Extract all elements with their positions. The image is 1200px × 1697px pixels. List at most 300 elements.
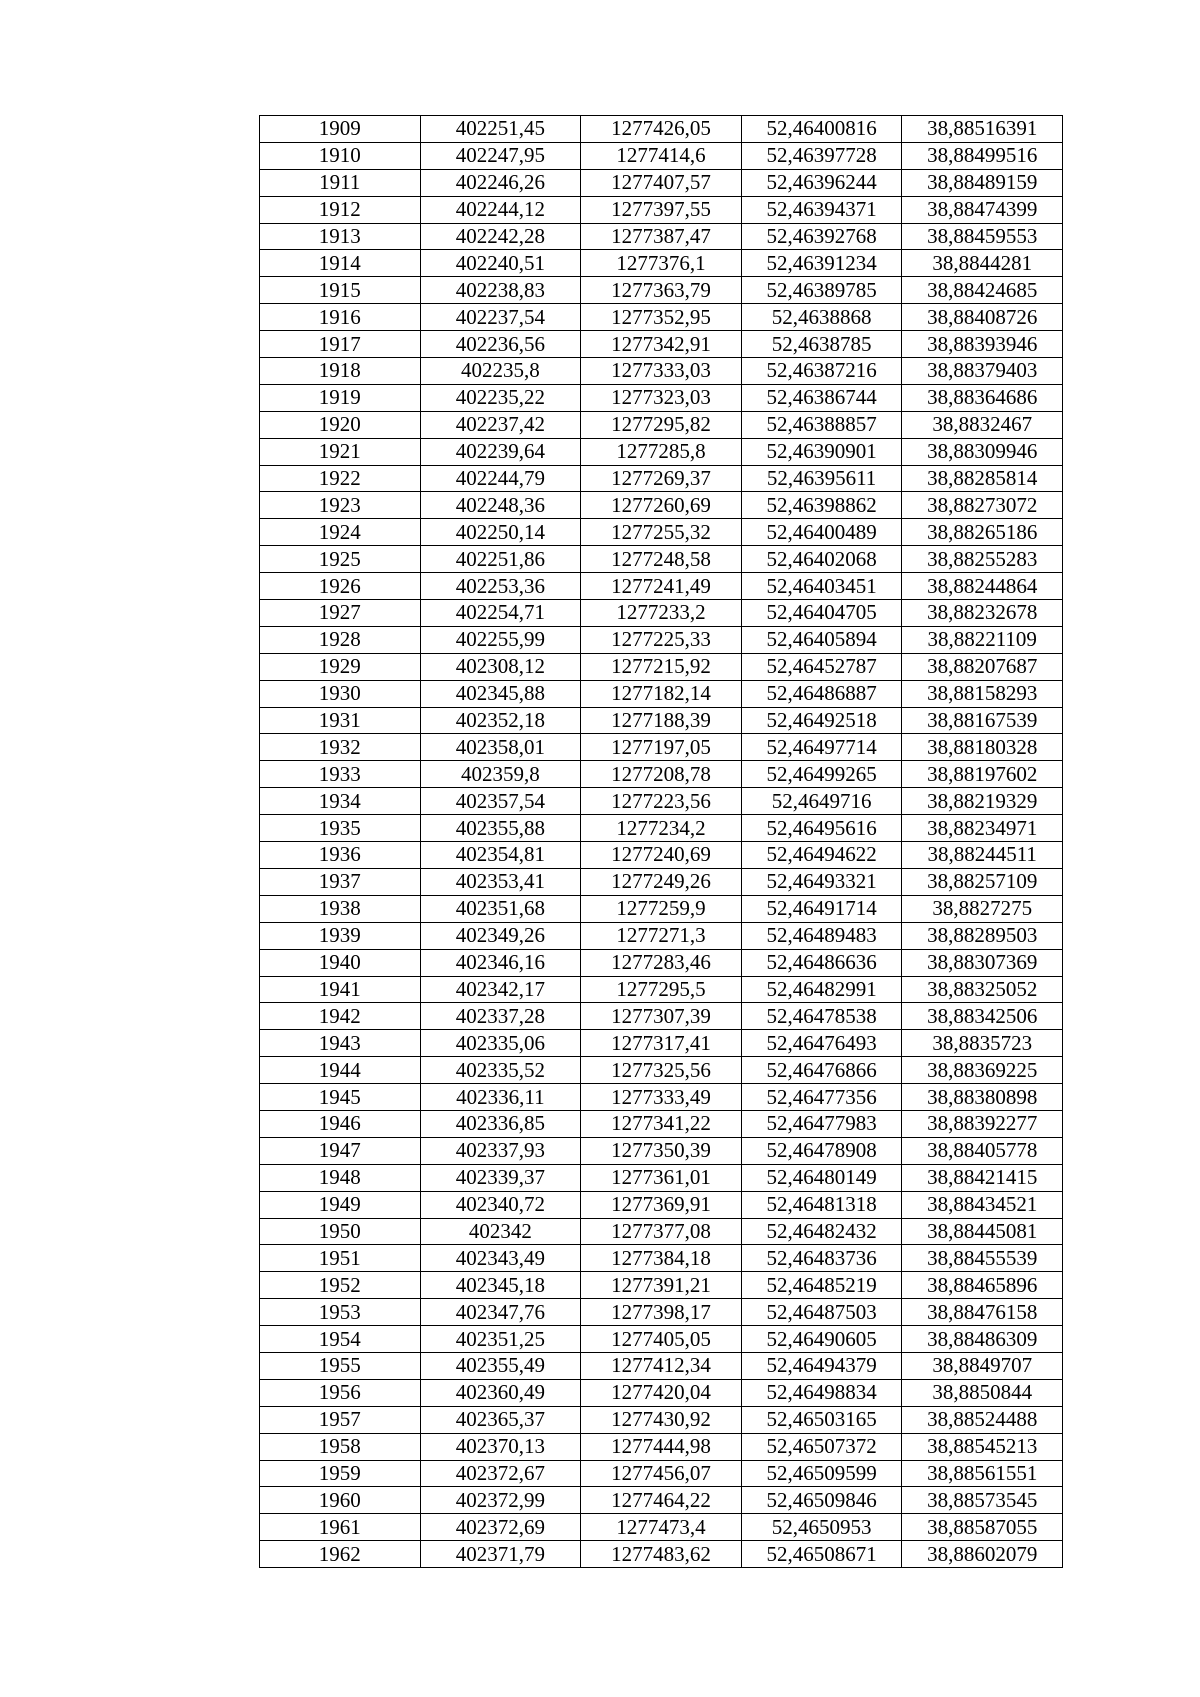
longitude-cell: 38,88393946 [902,331,1063,358]
table-row [260,815,1063,842]
longitude-cell: 38,88516391 [902,116,1063,143]
y-coordinate-cell: 1277363,79 [581,277,742,304]
table-row [260,1272,1063,1299]
table-row [260,196,1063,223]
latitude-cell: 52,46485219 [741,1272,902,1299]
table-row [260,304,1063,331]
latitude-cell: 52,46390901 [741,438,902,465]
table-row [260,788,1063,815]
y-coordinate-cell: 1277223,56 [581,788,742,815]
point-number-cell: 1937 [260,868,421,895]
x-coordinate-cell: 402353,41 [420,868,581,895]
longitude-cell: 38,88325052 [902,976,1063,1003]
latitude-cell: 52,46400489 [741,519,902,546]
longitude-cell: 38,88379403 [902,358,1063,385]
table-row [260,976,1063,1003]
table-row [260,1110,1063,1137]
y-coordinate-cell: 1277405,05 [581,1326,742,1353]
table-row [260,1541,1063,1568]
latitude-cell: 52,46394371 [741,196,902,223]
table-row [260,438,1063,465]
point-number-cell: 1962 [260,1541,421,1568]
y-coordinate-cell: 1277412,34 [581,1352,742,1379]
y-coordinate-cell: 1277233,2 [581,600,742,627]
table-row [260,492,1063,519]
latitude-cell: 52,46386744 [741,384,902,411]
x-coordinate-cell: 402357,54 [420,788,581,815]
latitude-cell: 52,46396244 [741,169,902,196]
point-number-cell: 1932 [260,734,421,761]
latitude-cell: 52,46499265 [741,761,902,788]
point-number-cell: 1933 [260,761,421,788]
latitude-cell: 52,46404705 [741,600,902,627]
latitude-cell: 52,46487503 [741,1299,902,1326]
y-coordinate-cell: 1277398,17 [581,1299,742,1326]
longitude-cell: 38,88587055 [902,1514,1063,1541]
latitude-cell: 52,46388857 [741,411,902,438]
latitude-cell: 52,46482432 [741,1218,902,1245]
latitude-cell: 52,46403451 [741,573,902,600]
latitude-cell: 52,46398862 [741,492,902,519]
point-number-cell: 1915 [260,277,421,304]
longitude-cell: 38,88573545 [902,1487,1063,1514]
y-coordinate-cell: 1277377,08 [581,1218,742,1245]
latitude-cell: 52,46494622 [741,842,902,869]
table-row [260,1352,1063,1379]
longitude-cell: 38,88489159 [902,169,1063,196]
latitude-cell: 52,46507372 [741,1433,902,1460]
longitude-cell: 38,88434521 [902,1191,1063,1218]
table-row [260,1379,1063,1406]
table-row [260,707,1063,734]
table-row [260,734,1063,761]
latitude-cell: 52,46476493 [741,1030,902,1057]
y-coordinate-cell: 1277473,4 [581,1514,742,1541]
point-number-cell: 1922 [260,465,421,492]
y-coordinate-cell: 1277483,62 [581,1541,742,1568]
x-coordinate-cell: 402335,06 [420,1030,581,1057]
y-coordinate-cell: 1277325,56 [581,1057,742,1084]
x-coordinate-cell: 402355,88 [420,815,581,842]
point-number-cell: 1939 [260,922,421,949]
y-coordinate-cell: 1277307,39 [581,1003,742,1030]
y-coordinate-cell: 1277323,03 [581,384,742,411]
latitude-cell: 52,46486887 [741,680,902,707]
latitude-cell: 52,46395611 [741,465,902,492]
latitude-cell: 52,46387216 [741,358,902,385]
latitude-cell: 52,46495616 [741,815,902,842]
y-coordinate-cell: 1277241,49 [581,573,742,600]
longitude-cell: 38,88180328 [902,734,1063,761]
latitude-cell: 52,46503165 [741,1406,902,1433]
longitude-cell: 38,88158293 [902,680,1063,707]
longitude-cell: 38,88364686 [902,384,1063,411]
table-row [260,411,1063,438]
y-coordinate-cell: 1277271,3 [581,922,742,949]
y-coordinate-cell: 1277397,55 [581,196,742,223]
point-number-cell: 1959 [260,1460,421,1487]
point-number-cell: 1946 [260,1110,421,1137]
longitude-cell: 38,88459553 [902,223,1063,250]
y-coordinate-cell: 1277295,82 [581,411,742,438]
point-number-cell: 1961 [260,1514,421,1541]
x-coordinate-cell: 402335,52 [420,1057,581,1084]
y-coordinate-cell: 1277285,8 [581,438,742,465]
latitude-cell: 52,46482991 [741,976,902,1003]
coordinates-table-body [260,116,1063,1568]
point-number-cell: 1958 [260,1433,421,1460]
table-row [260,519,1063,546]
point-number-cell: 1910 [260,142,421,169]
table-row [260,1057,1063,1084]
x-coordinate-cell: 402336,85 [420,1110,581,1137]
point-number-cell: 1925 [260,546,421,573]
x-coordinate-cell: 402340,72 [420,1191,581,1218]
latitude-cell: 52,46400816 [741,116,902,143]
latitude-cell: 52,46477356 [741,1084,902,1111]
longitude-cell: 38,88234971 [902,815,1063,842]
point-number-cell: 1948 [260,1164,421,1191]
latitude-cell: 52,46389785 [741,277,902,304]
y-coordinate-cell: 1277182,14 [581,680,742,707]
latitude-cell: 52,46493321 [741,868,902,895]
point-number-cell: 1929 [260,653,421,680]
table-row [260,1084,1063,1111]
latitude-cell: 52,46509846 [741,1487,902,1514]
point-number-cell: 1931 [260,707,421,734]
longitude-cell: 38,8832467 [902,411,1063,438]
point-number-cell: 1945 [260,1084,421,1111]
latitude-cell: 52,46508671 [741,1541,902,1568]
y-coordinate-cell: 1277350,39 [581,1137,742,1164]
y-coordinate-cell: 1277341,22 [581,1110,742,1137]
latitude-cell: 52,46478538 [741,1003,902,1030]
y-coordinate-cell: 1277208,78 [581,761,742,788]
longitude-cell: 38,8835723 [902,1030,1063,1057]
table-row [260,680,1063,707]
x-coordinate-cell: 402352,18 [420,707,581,734]
longitude-cell: 38,88545213 [902,1433,1063,1460]
point-number-cell: 1919 [260,384,421,411]
longitude-cell: 38,88273072 [902,492,1063,519]
longitude-cell: 38,88499516 [902,142,1063,169]
x-coordinate-cell: 402358,01 [420,734,581,761]
y-coordinate-cell: 1277249,26 [581,868,742,895]
x-coordinate-cell: 402247,95 [420,142,581,169]
longitude-cell: 38,88221109 [902,626,1063,653]
table-row [260,277,1063,304]
point-number-cell: 1935 [260,815,421,842]
table-row [260,761,1063,788]
table-row [260,384,1063,411]
x-coordinate-cell: 402351,25 [420,1326,581,1353]
longitude-cell: 38,88445081 [902,1218,1063,1245]
longitude-cell: 38,88369225 [902,1057,1063,1084]
table-row [260,949,1063,976]
latitude-cell: 52,46392768 [741,223,902,250]
y-coordinate-cell: 1277414,6 [581,142,742,169]
table-row [260,116,1063,143]
table-row [260,868,1063,895]
y-coordinate-cell: 1277333,03 [581,358,742,385]
table-row [260,1406,1063,1433]
point-number-cell: 1917 [260,331,421,358]
table-row [260,842,1063,869]
point-number-cell: 1924 [260,519,421,546]
table-row [260,1191,1063,1218]
table-row [260,169,1063,196]
x-coordinate-cell: 402354,81 [420,842,581,869]
longitude-cell: 38,88167539 [902,707,1063,734]
table-row [260,358,1063,385]
longitude-cell: 38,88465896 [902,1272,1063,1299]
longitude-cell: 38,88474399 [902,196,1063,223]
y-coordinate-cell: 1277259,9 [581,895,742,922]
longitude-cell: 38,88244511 [902,842,1063,869]
latitude-cell: 52,4638868 [741,304,902,331]
y-coordinate-cell: 1277215,92 [581,653,742,680]
point-number-cell: 1934 [260,788,421,815]
table-row [260,1433,1063,1460]
x-coordinate-cell: 402347,76 [420,1299,581,1326]
point-number-cell: 1947 [260,1137,421,1164]
x-coordinate-cell: 402236,56 [420,331,581,358]
y-coordinate-cell: 1277464,22 [581,1487,742,1514]
point-number-cell: 1928 [260,626,421,653]
y-coordinate-cell: 1277387,47 [581,223,742,250]
latitude-cell: 52,46452787 [741,653,902,680]
y-coordinate-cell: 1277283,46 [581,949,742,976]
latitude-cell: 52,46402068 [741,546,902,573]
table-row [260,331,1063,358]
x-coordinate-cell: 402343,49 [420,1245,581,1272]
y-coordinate-cell: 1277260,69 [581,492,742,519]
point-number-cell: 1909 [260,116,421,143]
latitude-cell: 52,46477983 [741,1110,902,1137]
latitude-cell: 52,46405894 [741,626,902,653]
x-coordinate-cell: 402360,49 [420,1379,581,1406]
x-coordinate-cell: 402248,36 [420,492,581,519]
x-coordinate-cell: 402372,69 [420,1514,581,1541]
y-coordinate-cell: 1277420,04 [581,1379,742,1406]
x-coordinate-cell: 402251,45 [420,116,581,143]
longitude-cell: 38,88342506 [902,1003,1063,1030]
x-coordinate-cell: 402342,17 [420,976,581,1003]
longitude-cell: 38,88244864 [902,573,1063,600]
table-row [260,465,1063,492]
longitude-cell: 38,88307369 [902,949,1063,976]
table-row [260,1003,1063,1030]
longitude-cell: 38,88476158 [902,1299,1063,1326]
latitude-cell: 52,46476866 [741,1057,902,1084]
point-number-cell: 1954 [260,1326,421,1353]
x-coordinate-cell: 402235,8 [420,358,581,385]
y-coordinate-cell: 1277248,58 [581,546,742,573]
table-row [260,223,1063,250]
x-coordinate-cell: 402253,36 [420,573,581,600]
x-coordinate-cell: 402308,12 [420,653,581,680]
y-coordinate-cell: 1277361,01 [581,1164,742,1191]
point-number-cell: 1911 [260,169,421,196]
point-number-cell: 1951 [260,1245,421,1272]
x-coordinate-cell: 402238,83 [420,277,581,304]
x-coordinate-cell: 402342 [420,1218,581,1245]
latitude-cell: 52,46480149 [741,1164,902,1191]
latitude-cell: 52,4649716 [741,788,902,815]
table-row [260,626,1063,653]
latitude-cell: 52,4638785 [741,331,902,358]
longitude-cell: 38,88255283 [902,546,1063,573]
latitude-cell: 52,46397728 [741,142,902,169]
point-number-cell: 1927 [260,600,421,627]
y-coordinate-cell: 1277384,18 [581,1245,742,1272]
y-coordinate-cell: 1277234,2 [581,815,742,842]
x-coordinate-cell: 402235,22 [420,384,581,411]
point-number-cell: 1953 [260,1299,421,1326]
table-row [260,1030,1063,1057]
point-number-cell: 1955 [260,1352,421,1379]
point-number-cell: 1942 [260,1003,421,1030]
point-number-cell: 1936 [260,842,421,869]
latitude-cell: 52,46497714 [741,734,902,761]
point-number-cell: 1960 [260,1487,421,1514]
table-row [260,1460,1063,1487]
coordinates-table [259,115,1063,1568]
x-coordinate-cell: 402337,28 [420,1003,581,1030]
table-row [260,895,1063,922]
x-coordinate-cell: 402237,42 [420,411,581,438]
longitude-cell: 38,88421415 [902,1164,1063,1191]
x-coordinate-cell: 402346,16 [420,949,581,976]
latitude-cell: 52,46492518 [741,707,902,734]
y-coordinate-cell: 1277225,33 [581,626,742,653]
latitude-cell: 52,4650953 [741,1514,902,1541]
x-coordinate-cell: 402365,37 [420,1406,581,1433]
y-coordinate-cell: 1277333,49 [581,1084,742,1111]
y-coordinate-cell: 1277391,21 [581,1272,742,1299]
y-coordinate-cell: 1277430,92 [581,1406,742,1433]
longitude-cell: 38,88602079 [902,1541,1063,1568]
point-number-cell: 1943 [260,1030,421,1057]
longitude-cell: 38,8844281 [902,250,1063,277]
point-number-cell: 1956 [260,1379,421,1406]
longitude-cell: 38,8849707 [902,1352,1063,1379]
y-coordinate-cell: 1277197,05 [581,734,742,761]
x-coordinate-cell: 402237,54 [420,304,581,331]
longitude-cell: 38,8850844 [902,1379,1063,1406]
point-number-cell: 1930 [260,680,421,707]
point-number-cell: 1913 [260,223,421,250]
point-number-cell: 1914 [260,250,421,277]
point-number-cell: 1944 [260,1057,421,1084]
point-number-cell: 1940 [260,949,421,976]
y-coordinate-cell: 1277240,69 [581,842,742,869]
table-row [260,1487,1063,1514]
table-row [260,1218,1063,1245]
point-number-cell: 1952 [260,1272,421,1299]
x-coordinate-cell: 402351,68 [420,895,581,922]
table-row [260,1137,1063,1164]
latitude-cell: 52,46489483 [741,922,902,949]
point-number-cell: 1918 [260,358,421,385]
latitude-cell: 52,46491714 [741,895,902,922]
x-coordinate-cell: 402337,93 [420,1137,581,1164]
y-coordinate-cell: 1277352,95 [581,304,742,331]
longitude-cell: 38,88207687 [902,653,1063,680]
x-coordinate-cell: 402355,49 [420,1352,581,1379]
x-coordinate-cell: 402345,18 [420,1272,581,1299]
x-coordinate-cell: 402255,99 [420,626,581,653]
table-row [260,142,1063,169]
point-number-cell: 1926 [260,573,421,600]
longitude-cell: 38,88219329 [902,788,1063,815]
y-coordinate-cell: 1277269,37 [581,465,742,492]
point-number-cell: 1941 [260,976,421,1003]
latitude-cell: 52,46481318 [741,1191,902,1218]
longitude-cell: 38,88408726 [902,304,1063,331]
x-coordinate-cell: 402336,11 [420,1084,581,1111]
x-coordinate-cell: 402240,51 [420,250,581,277]
x-coordinate-cell: 402244,12 [420,196,581,223]
x-coordinate-cell: 402371,79 [420,1541,581,1568]
y-coordinate-cell: 1277407,57 [581,169,742,196]
longitude-cell: 38,88405778 [902,1137,1063,1164]
point-number-cell: 1920 [260,411,421,438]
x-coordinate-cell: 402339,37 [420,1164,581,1191]
point-number-cell: 1938 [260,895,421,922]
latitude-cell: 52,46391234 [741,250,902,277]
latitude-cell: 52,46494379 [741,1352,902,1379]
longitude-cell: 38,88424685 [902,277,1063,304]
longitude-cell: 38,88380898 [902,1084,1063,1111]
table-row [260,1164,1063,1191]
longitude-cell: 38,88392277 [902,1110,1063,1137]
table-row [260,250,1063,277]
y-coordinate-cell: 1277342,91 [581,331,742,358]
latitude-cell: 52,46509599 [741,1460,902,1487]
x-coordinate-cell: 402349,26 [420,922,581,949]
y-coordinate-cell: 1277255,32 [581,519,742,546]
point-number-cell: 1916 [260,304,421,331]
x-coordinate-cell: 402251,86 [420,546,581,573]
x-coordinate-cell: 402239,64 [420,438,581,465]
y-coordinate-cell: 1277317,41 [581,1030,742,1057]
y-coordinate-cell: 1277188,39 [581,707,742,734]
point-number-cell: 1912 [260,196,421,223]
table-row [260,653,1063,680]
longitude-cell: 38,88257109 [902,868,1063,895]
latitude-cell: 52,46486636 [741,949,902,976]
longitude-cell: 38,88289503 [902,922,1063,949]
longitude-cell: 38,88197602 [902,761,1063,788]
longitude-cell: 38,88285814 [902,465,1063,492]
table-row [260,546,1063,573]
table-row [260,1245,1063,1272]
longitude-cell: 38,88561551 [902,1460,1063,1487]
y-coordinate-cell: 1277456,07 [581,1460,742,1487]
longitude-cell: 38,88455539 [902,1245,1063,1272]
longitude-cell: 38,88524488 [902,1406,1063,1433]
longitude-cell: 38,88309946 [902,438,1063,465]
x-coordinate-cell: 402242,28 [420,223,581,250]
x-coordinate-cell: 402345,88 [420,680,581,707]
longitude-cell: 38,88486309 [902,1326,1063,1353]
longitude-cell: 38,8827275 [902,895,1063,922]
table-row [260,922,1063,949]
point-number-cell: 1950 [260,1218,421,1245]
point-number-cell: 1949 [260,1191,421,1218]
x-coordinate-cell: 402370,13 [420,1433,581,1460]
